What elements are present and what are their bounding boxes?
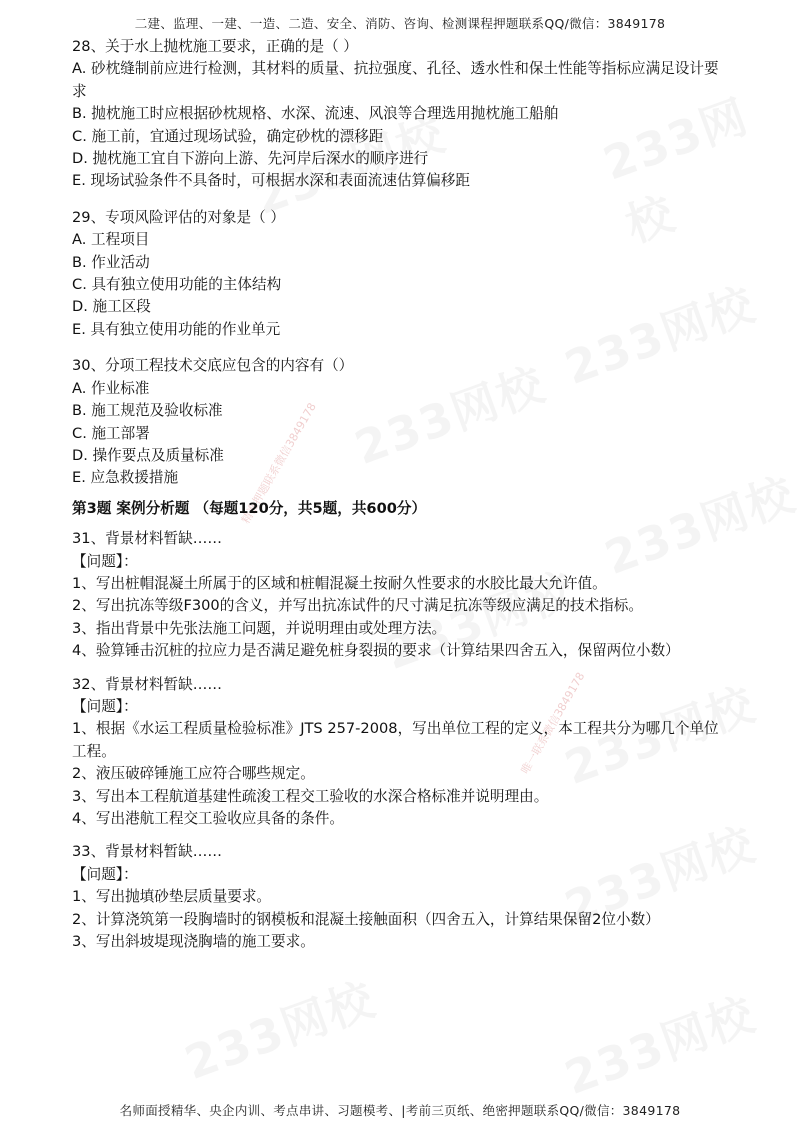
sub-question: 4、写出港航工程交工验收应具备的条件。	[72, 810, 344, 827]
option-b: B. 抛枕施工时应根据砂枕规格、水深、流速、风浪等合理选用抛枕施工船舶	[72, 105, 559, 123]
question-31	[72, 528, 732, 662]
question-stem: 32、背景材料暂缺……	[72, 675, 222, 693]
question-29	[72, 207, 732, 341]
question-stem: 33、背景材料暂缺……	[72, 843, 222, 861]
option-a: A. 砂枕缝制前应进行检测，其材料的质量、抗拉强度、孔径、透水性和保土性能等指标应满足设计要求	[72, 60, 719, 100]
question-32	[72, 674, 732, 831]
option-c: C. 具有独立使用功能的主体结构	[72, 276, 282, 294]
sub-question: 1、根据《水运工程质量检验标准》JTS 257-2008，写出单位工程的定义，本工程共分为哪几个单位工程。	[72, 720, 719, 760]
option-c: C. 施工部署	[72, 424, 150, 442]
diagonal-stamp: 唯一联系微信3849178	[518, 670, 588, 777]
option-b: B. 施工规范及验收标准	[72, 402, 223, 420]
option-e: E. 应急救援措施	[72, 469, 179, 487]
question-30	[72, 355, 732, 489]
watermark	[175, 963, 384, 1093]
option-a: A. 作业标准	[72, 379, 150, 397]
sub-question: 2、写出抗冻等级F300的含义，并写出抗冻试件的尺寸满足抗冻等级应满足的技术指标。	[72, 597, 643, 615]
option-d: D. 操作要点及质量标准	[72, 446, 224, 464]
question-stem: 29、专项风险评估的对象是（ ）	[72, 208, 285, 226]
sub-question: 3、写出斜坡堤现浇胸墙的施工要求。	[72, 933, 315, 951]
option-d: D. 抛枕施工宜自下游向上游、先河岸后深水的顺序进行	[72, 150, 429, 168]
diagonal-stamp: 精准押题联系微信3849178	[239, 400, 319, 526]
sub-question: 3、指出背景中先张法施工问题，并说明理由或处理方法。	[72, 619, 447, 637]
watermark	[555, 978, 764, 1108]
sub-question: 1、写出桩帽混凝土所属于的区域和桩帽混凝土按耐久性要求的水胶比最大允许值。	[72, 574, 607, 592]
question-label: 【问题】：	[72, 865, 138, 883]
question-stem: 31、背景材料暂缺……	[72, 530, 222, 548]
option-a: A. 工程项目	[72, 231, 150, 249]
sub-question: 4、验算锤击沉桩的拉应力是否满足避免桩身裂损的要求（计算结果四舍五入，保留两位小数）	[72, 642, 680, 660]
sub-question: 3、写出本工程航道基建性疏浚工程交工验收的水深合格标准并说明理由。	[72, 787, 549, 805]
sub-question: 2、液压破碎锤施工应符合哪些规定。	[72, 765, 315, 783]
question-33	[72, 841, 732, 953]
question-stem: 30、分项工程技术交底应包含的内容有（）	[72, 357, 354, 375]
option-d: D. 施工区段	[72, 298, 151, 316]
sub-question: 1、写出抛填砂垫层质量要求。	[72, 888, 272, 906]
page-footer: 名师面授精华、央企内训、考点串讲、习题模考、|考前三页纸、绝密押题联系QQ/微信：3849178	[119, 1103, 681, 1118]
question-28	[72, 36, 732, 193]
option-e: E. 具有独立使用功能的作业单元	[72, 320, 281, 338]
sub-question: 2、计算浇筑第一段胸墙时的钢模板和混凝土接触面积（四舍五入，计算结果保留2位小数）	[72, 910, 660, 928]
option-e: E. 现场试验条件不具备时，可根据水深和表面流速估算偏移距	[72, 172, 470, 190]
section-title: 第3题 案例分析题 （每题120分，共5题，共600分）	[72, 499, 427, 517]
option-c: C. 施工前，宜通过现场试验，确定砂枕的漂移距	[72, 127, 384, 145]
document-body	[72, 36, 732, 953]
question-stem: 28、关于水上抛枕施工要求，正确的是（ ）	[72, 38, 358, 55]
page-header: 二建、监理、一建、一造、二造、安全、消防、咨询、检测课程押题联系QQ/微信：3849178	[134, 16, 666, 31]
option-b: B. 作业活动	[72, 253, 150, 271]
question-label: 【问题】：	[72, 552, 138, 570]
question-label: 【问题】：	[72, 697, 138, 715]
